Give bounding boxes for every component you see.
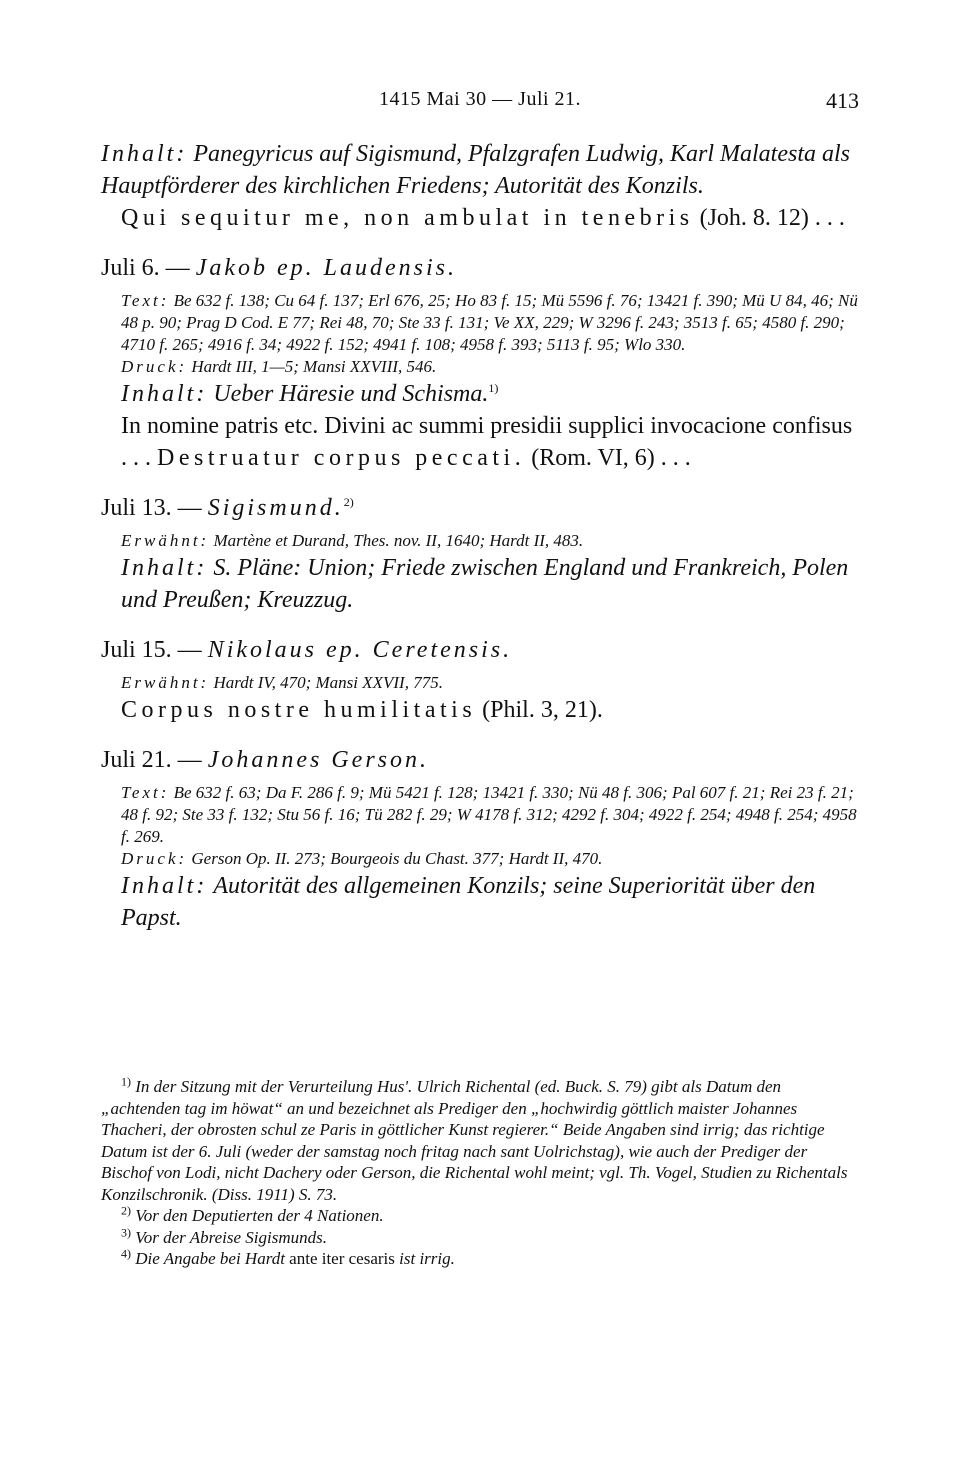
erwaehnt-refs: Hardt IV, 470; Mansi XXVII, 775. [213,673,443,692]
entry-author: Sigismund. [207,495,344,521]
page-number: 413 [826,88,859,113]
inhalt-label: Inhalt: [121,381,208,407]
footnote-text: In der Sitzung mit der Verurteilung Hus'. Ulrich Richental (ed. Buck. S. 79) gibt als Datum den „achtenden tag im höwat“ an und bezeichnet als Prediger den „hochwirdig göttlich maister Johannes Thacheri, der obrosten schul ze Paris in göttlicher Kunst regierer.“ Beide Angaben sind irrig; das richtige Datum ist der 6. Juli (weder der samstag noch fritag nach sant Uolrichstag), wie auch der Prediger der Bischof von Lodi, nicht Dachery oder Gerson, die Richental wohl meint; vgl. Th. Vogel, Studien zu Richentals Konzilschronik. (Diss. 1911) S. 73. [101,1077,848,1204]
footnote-text: Vor den Deputierten der 4 Nationen. [135,1206,384,1225]
footnote-3 [101,1224,861,1249]
entry-date: Juli 15. — [101,637,202,663]
footnote-text-b: ante iter cesaris [289,1249,395,1268]
incipit-spaced: Qui sequitur me, non ambulat in tenebris [121,205,694,231]
footnote-mark: 2) [121,1203,131,1218]
entry-heading [101,744,861,776]
incipit [101,410,861,474]
footnote-1 [101,1076,861,1205]
running-header [0,88,960,114]
erwaehnt-sources [101,530,861,552]
footnote-mark: 4) [121,1246,131,1261]
erwaehnt-sources [101,672,861,694]
entry-author: Nikolaus ep. Ceretensis. [207,637,513,663]
inhalt-paragraph [101,378,861,410]
entry-author: Johannes Gerson. [207,747,429,773]
entry-author: Jakob ep. Laudensis. [195,255,457,281]
footnote-2 [101,1205,861,1227]
incipit-plain: In nomine patris etc. Divini ac summi presidii supplici invocacione confisus . . . [121,413,853,471]
main-text [101,138,861,934]
text-sources [101,290,861,356]
erwaehnt-label: Erwähnt: [121,531,210,550]
text-label: Text: [121,291,170,310]
incipit-ref: (Phil. 3, 21). [482,697,603,723]
incipit-ref: (Rom. VI, 6) . . . [531,445,691,471]
text-label: Text: [121,783,170,802]
footnote-ref: 1) [488,381,499,395]
druck-refs: Hardt III, 1—5; Mansi XXVIII, 546. [191,357,437,376]
inhalt-text: Panegyricus auf Sigismund, Pfalzgrafen Ludwig, Karl Malatesta als Hauptförderer des kirchlichen Friedens; Autorität des Konzils. [101,141,850,199]
erwaehnt-refs: Martène et Durand, Thes. nov. II, 1640; Hardt II, 483. [213,531,584,550]
incipit-spaced: Corpus nostre humilitatis [121,697,477,723]
inhalt-text: Ueber Häresie und Schisma. [213,381,489,407]
incipit-spaced: Destruatur corpus peccati. [157,445,526,471]
druck-sources [101,848,861,870]
entry-heading [101,252,861,284]
text-refs: Be 632 f. 138; Cu 64 f. 137; Erl 676, 25; Ho 83 f. 15; Mü 5596 f. 76; 13421 f. 390; Mü U 84, 46; Nü 48 p. 90; Prag D Cod. E 77; Rei 48, 70; Ste 33 f. 131; Ve XX, 229; W 3296 f. 243; 3513 f. 65; 4580 f. 290; 4710 f. 265; 4916 f. 34; 4922 f. 152; 4941 f. 108; 4958 f. 393; 5113 f. 95; Wlo 330. [121,291,858,354]
incipit [101,202,861,234]
incipit [101,694,861,726]
druck-label: Druck: [121,357,188,376]
druck-sources [101,356,861,378]
running-title: 1415 Mai 30 — Juli 21. [378,88,582,110]
text-sources [101,782,861,848]
footnote-text-a: Die Angabe bei Hardt [135,1249,285,1268]
inhalt-text: S. Pläne: Union; Friede zwischen England und Frankreich, Polen und Preußen; Kreuzzug. [121,555,849,613]
incipit-ref: (Joh. 8. 12) . . . [699,205,845,231]
inhalt-paragraph [101,138,861,202]
entry-heading [101,492,861,524]
footnotes [101,1076,861,1270]
inhalt-paragraph [101,552,861,616]
druck-label: Druck: [121,849,188,868]
inhalt-label: Inhalt: [121,555,208,581]
inhalt-text: Autorität des allgemeinen Konzils; seine Superiorität über den Papst. [121,873,816,931]
erwaehnt-label: Erwähnt: [121,673,210,692]
footnote-text-c: ist irrig. [399,1249,455,1268]
entry-heading [101,634,861,666]
druck-refs: Gerson Op. II. 273; Bourgeois du Chast. 377; Hardt II, 470. [191,849,603,868]
inhalt-label: Inhalt: [101,141,188,167]
entry-date: Juli 21. — [101,747,202,773]
footnote-text: Vor der Abreise Sigismunds. [135,1227,327,1247]
footnote-mark: 3) [121,1224,131,1239]
inhalt-label: Inhalt: [121,873,208,899]
inhalt-paragraph [101,870,861,934]
text-refs: Be 632 f. 63; Da F. 286 f. 9; Mü 5421 f. 128; 13421 f. 330; Nü 48 f. 306; Pal 607 f. 21; Rei 23 f. 21; 48 f. 92; Ste 33 f. 132; Stu 56 f. 16; Tü 282 f. 29; W 4178 f. 312; 4292 f. 304; 4922 f. 254; 4948 f. 254; 4958 f. 269. [121,783,857,846]
entry-date: Juli 6. — [101,255,190,281]
footnote-ref: 2) [343,495,354,509]
footnote-mark: 1) [121,1074,131,1089]
footnote-4 [101,1248,861,1270]
entry-date: Juli 13. — [101,495,202,521]
